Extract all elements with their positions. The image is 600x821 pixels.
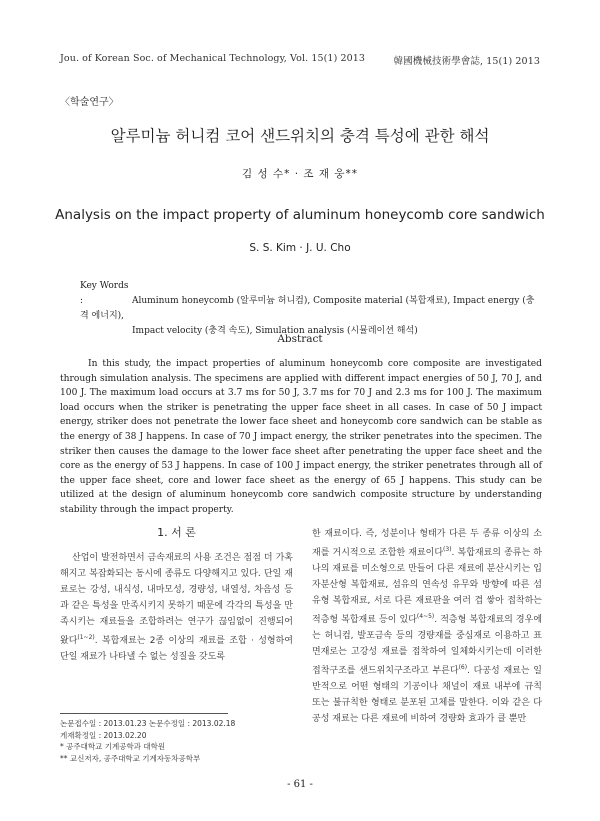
abstract-body [60, 357, 542, 518]
intro-left-column [60, 550, 293, 665]
keywords-block [80, 279, 540, 339]
abstract-paragraph: In this study, the impact properties of aluminum honeycomb core composite are investigated through simulation analysis. The specimens are applied with different impact energies of 50 J, 70 J, and 100 J. The maximum load occurs at 3.7 ms for 50 J, 3.7 ms for 70 J and 2.3 ms for 100 J. The maximum load occurs when the striker is penetrating the upper face sheet in all cases. In case of 50 J impact energy, striker does not penetrate the lower face sheet and honeycomb core sandwich can be stable as the energy of 38 J happens. In case of 70 J impact energy, the striker penetrates into the specimen. The striker then causes the damage to the lower face sheet after penetrating the upper face sheet and the core as the energy of 53 J happens. In case of 100 J impact energy, the striker penetrates through all of the upper face sheet, core and lower face sheet as the energy of 65 J happens. This study can be utilized at the design of aluminum honeycomb core sandwich composite structure by understanding stability through the impact property. [60, 359, 542, 515]
keywords-line-2: Impact velocity (충격 속도), Simulation analysis (시뮬레이션 해석) [132, 326, 418, 336]
intro-right-column [312, 526, 542, 727]
footnote-received-date: 논문접수일 : 2013.01.23 논문수정일 : 2013.02.18 [60, 719, 236, 728]
footnote-author-1: * 공주대학교 기계공학과 대학원 [60, 742, 166, 751]
citation-ref: (4~5) [416, 613, 435, 620]
keywords-line-1: Aluminum honeycomb (알루미늄 허니컴), Composite material (복합재료), Impact energy (충격 에너지), [80, 296, 535, 321]
intro-paragraph-1: 산업이 발전하면서 금속재료의 사용 조건은 점점 더 가혹해지고 복잡화되는 동시에 종류도 다양해지고 있다. 단일 재료로는 강성, 내식성, 내마모성, 경량성, 내열성, 차음성 등과 같은 특성을 만족시키지 못하기 때문에 각각의 특성을 만족시키는 재료들을 조합하려는 연구가 끊임없이 진행되어 왔다$^{(1\sim 2)}$. 복합재료는 2종 이상의 재료를 조합 · 성형하여 단일 재료가 나타낼 수 없는 성질을 갖도록 [60, 553, 293, 662]
citation-ref: (6) [458, 664, 468, 671]
journal-header-ko: 韓國機械技術學會誌, 15(1) 2013 [393, 56, 540, 67]
keywords-label: Key Words : [80, 281, 129, 306]
page-number: - 61 - [287, 779, 313, 790]
title-english: Analysis on the impact property of aluminum honeycomb core sandwich [55, 207, 545, 223]
footnote-divider [60, 713, 228, 714]
footnote-author-2: ** 교신저자, 공주대학교 기계자동차공학부 [60, 753, 201, 763]
intro-paragraph-2: 한 재료이다. 즉, 성분이나 형태가 다른 두 종류 이상의 소재를 거시적으로 조합한 재료이다$^{(3)}$. 복합재료의 종류는 하나의 재료를 미소형으로 만들어 다른 재료에 분산시키는 입자분산형 복합재료, 섬유의 연속성 유무와 방향에 따른 섬유형 복합재료, 서로 다른 재료판을 여러 겹 쌓아 접착하는 적층형 복합재료 등이 있다$^{(4\sim 5)}$. 적층형 복합재료의 경우에는 허니컴, 발포금속 등의 경량재를 중심재로 이용하고 표면재로는 고강성 재료를 접착하여 일체화시키는데 이러한 접착구조를 샌드위치구조라고 부른다$^{(6)}$. 다공성 재료는 일반적으로 어떤 형태의 기공이나 채널이 재료 내부에 규칙 또는 불규칙한 형태로 분포된 고체를 말한다. 이와 같은 다공성 재료는 다른 재료에 비하여 경량화 효과가 클 뿐만 [312, 529, 543, 724]
citation-ref: (3) [443, 546, 452, 553]
article-category: 〈학술연구〉 [60, 97, 119, 108]
journal-header-en: Jou. of Korean Soc. of Mechanical Technology, Vol. 15(1) 2013 [60, 53, 366, 64]
citation-ref: (1~2) [77, 634, 95, 641]
authors-korean: 김 성 수* · 조 재 웅** [242, 168, 358, 180]
footnote-accepted-date: 게재확정일 : 2013.02.20 [60, 730, 147, 740]
footnotes [60, 718, 293, 764]
title-korean: 알루미늄 허니컴 코어 샌드위치의 충격 특성에 관한 해석 [110, 127, 490, 145]
authors-english: S. S. Kim · J. U. Cho [249, 242, 351, 254]
section-heading-introduction: 1. 서 론 [157, 526, 196, 539]
abstract-heading: Abstract [277, 333, 323, 345]
